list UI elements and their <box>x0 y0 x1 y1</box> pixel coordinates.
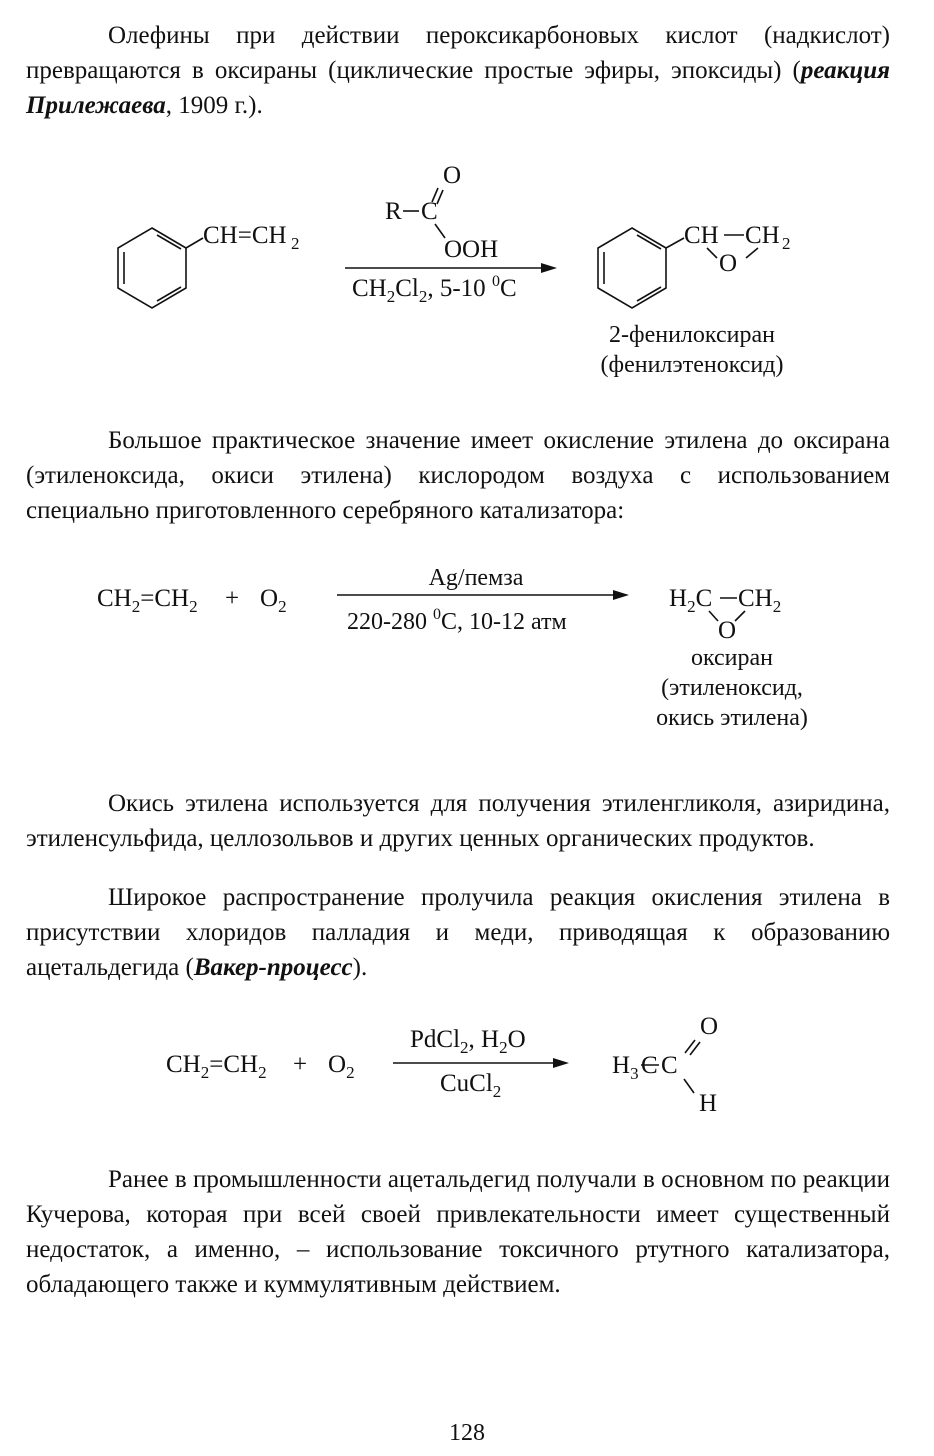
ethylene-formula: $CH_2=CH_2$ <box>97 585 198 616</box>
scheme-ethylene-oxirane <box>0 555 934 735</box>
styrene-subscript: 2 <box>291 234 300 253</box>
paragraph-text: Олефины при действии пероксикарбоновых кислот (надкислот) превращаются в оксираны (циклические простые эфиры, эпоксиды) ( <box>26 22 890 84</box>
epoxide-ch: CH <box>684 222 719 249</box>
product-name: оксиран <box>690 645 774 671</box>
paragraph-prilezhaev <box>26 18 890 123</box>
styrene-vinyl-group: CH=CH <box>203 222 287 249</box>
benzene-ring-product <box>598 228 684 308</box>
product-name: 2-фенилоксиран <box>609 322 775 348</box>
product-alt-name-1: (этиленоксид, <box>661 675 803 701</box>
paragraph-text: Окись этилена используется для получения этиленгликоля, азиридина, этиленсульфида, целлозольвов и других ценных органических продуктов. <box>26 790 890 852</box>
page-number: 128 <box>449 1420 485 1446</box>
paragraph-tail: , 1909 г.). <box>165 92 263 119</box>
epoxide-ch2: CH <box>745 222 780 249</box>
ethylene-formula: $CH_2=CH_2$ <box>166 1051 267 1082</box>
peracid-ooh: OOH <box>444 236 499 263</box>
oxirane-h2c: $H_2C$ <box>669 585 713 616</box>
epoxide-subscript: 2 <box>782 234 791 253</box>
acetaldehyde-oxygen: O <box>700 1013 719 1040</box>
process-name-bold: Вакер-процесс <box>193 954 353 981</box>
epoxide-oxygen: O <box>719 250 738 277</box>
plus-sign: + <box>293 1051 308 1078</box>
product-alt-name-2: окись этилена) <box>656 705 808 731</box>
product-alt-name: (фенилэтеноксид) <box>600 352 784 378</box>
oxirane-oxygen: O <box>718 617 737 644</box>
paragraph-ethylene-oxide-uses <box>26 786 890 856</box>
paragraph-text: Большое практическое значение имеет окисление этилена до оксирана (этиленоксида, окиси этилена) кислородом воздуха с использованием специально приготовленного серебряного катализатора: <box>26 427 890 524</box>
conditions-solvent: $CH_2Cl_2$, 5-10 $^0$C <box>352 273 517 306</box>
oxygen-formula: $O_2$ <box>260 585 287 616</box>
benzene-ring-reactant <box>118 228 203 308</box>
peracid-c: C <box>421 198 438 225</box>
paragraph-text: Широкое распространение пролучила реакция окисления этилена в присутствии хлоридов палладия и меди, приводящая к образованию ацетальдегида ( <box>26 884 890 981</box>
acetaldehyde-c: C <box>661 1052 678 1079</box>
paragraph-ethylene-oxidation <box>26 423 890 528</box>
paragraph-wacker <box>26 880 890 985</box>
paragraph-tail: ). <box>352 954 368 981</box>
scheme-wacker-process <box>0 1005 934 1125</box>
acetaldehyde-h3c: $H_3$ <box>612 1052 639 1083</box>
catalyst-label: PdCl$_2$, $H_2O$ <box>410 1026 526 1057</box>
reaction-name-bold: реакция Прилежаева <box>26 57 890 119</box>
oxirane-ch2: $CH_2$ <box>738 585 782 616</box>
conditions-label: 220-280 $^0$C, 10-12 атм <box>347 606 567 635</box>
scheme-styrene-epoxidation <box>0 150 934 390</box>
oxygen-formula: $O_2$ <box>328 1051 355 1082</box>
acetaldehyde-hydrogen: H <box>699 1090 718 1117</box>
plus-sign: + <box>225 585 240 612</box>
cocatalyst-label: CuCl$_2$ <box>440 1070 502 1101</box>
paragraph-kucherov <box>26 1162 890 1302</box>
acetaldehyde-ch3-c: C <box>641 1052 658 1079</box>
catalyst-label: Ag/пемза <box>428 565 524 591</box>
paragraph-text: Ранее в промышленности ацетальдегид получали в основном по реакции Кучерова, которая при всей своей привлекательности имеет существенный недостаток, а именно, – использование токсичного ртутного катализатора, обладающего также и куммулятивным действием. <box>26 1166 890 1298</box>
peracid-carbonyl-o: O <box>443 162 462 189</box>
peracid-r: R <box>385 198 402 225</box>
